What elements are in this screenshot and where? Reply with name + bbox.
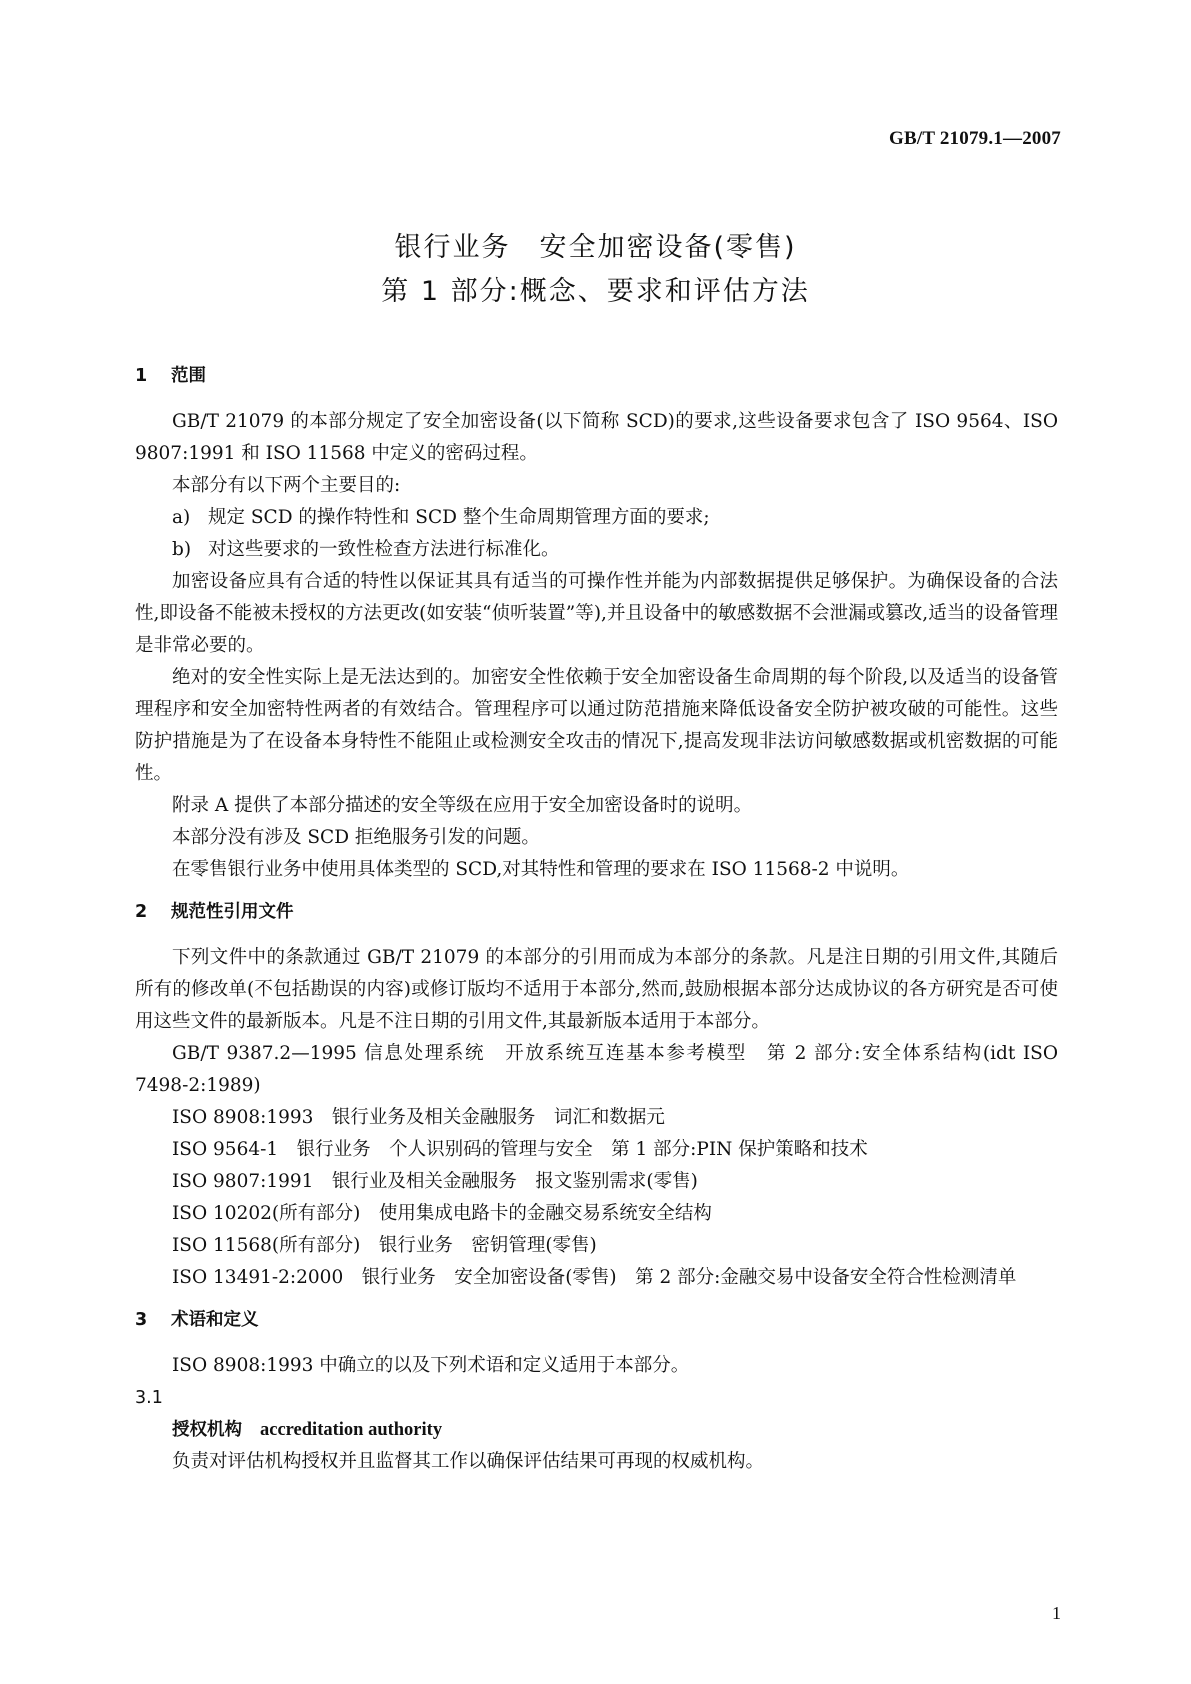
paragraph: ISO 8908:1993 中确立的以及下列术语和定义适用于本部分。: [172, 1355, 690, 1376]
paragraph: 本部分有以下两个主要目的:: [172, 475, 401, 496]
paragraph: 在零售银行业务中使用具体类型的 SCD,对其特性和管理的要求在 ISO 11568-2 中说明。: [172, 859, 910, 880]
term-chinese: 授权机构: [172, 1420, 242, 1440]
page-number: 1: [1052, 1603, 1061, 1623]
section-title: 范围: [171, 366, 206, 386]
term-number: 3.1: [135, 1388, 163, 1408]
term-entry: [135, 1414, 1058, 1446]
reference-item: ISO 13491-2:2000 银行业务 安全加密设备(零售) 第 2 部分:金融交易中设备安全符合性检测清单: [172, 1267, 1017, 1288]
reference-item: ISO 10202(所有部分) 使用集成电路卡的金融交易系统安全结构: [172, 1203, 712, 1224]
section-2-heading: [135, 896, 1058, 928]
section-title: 术语和定义: [171, 1310, 259, 1330]
section-number: 3: [135, 1310, 148, 1330]
normative-references-list: [135, 1038, 1058, 1294]
section-number: 2: [135, 902, 148, 922]
paragraph: GB/T 21079 的本部分规定了安全加密设备(以下简称 SCD)的要求,这些设备要求包含了 ISO 9564、ISO 9807:1991 和 ISO 11568 中定义的密码过程。: [135, 411, 1058, 464]
list-marker: a): [172, 507, 191, 528]
section-3-heading: [135, 1304, 1058, 1336]
paragraph: 下列文件中的条款通过 GB/T 21079 的本部分的引用而成为本部分的条款。凡是注日期的引用文件,其随后所有的修改单(不包括勘误的内容)或修订版均不适用于本部分,然而,鼓励根据本部分达成协议的各方研究是否可使用这些文件的最新版本。凡是不注日期的引用文件,其最新版本适用于本部分。: [135, 947, 1058, 1032]
list-item-text: 对这些要求的一致性检查方法进行标准化。: [208, 539, 560, 560]
list-marker: b): [172, 539, 192, 560]
document-title: [0, 226, 1191, 314]
list-item-text: 规定 SCD 的操作特性和 SCD 整个生命周期管理方面的要求;: [208, 507, 710, 528]
reference-item: ISO 11568(所有部分) 银行业务 密钥管理(零售): [172, 1235, 597, 1256]
reference-item: ISO 9807:1991 银行业及相关金融服务 报文鉴别需求(零售): [172, 1171, 698, 1192]
list-item: [135, 534, 1058, 566]
paragraph: 加密设备应具有合适的特性以保证其具有适当的可操作性并能为内部数据提供足够保护。为确保设备的合法性,即设备不能被未授权的方法更改(如安装“侦听装置”等),并且设备中的敏感数据不会泄漏或篡改,适当的设备管理是非常必要的。: [135, 571, 1058, 656]
term-definition: 负责对评估机构授权并且监督其工作以确保评估结果可再现的权威机构。: [172, 1451, 765, 1472]
reference-item: GB/T 9387.2—1995 信息处理系统 开放系统互连基本参考模型 第 2 部分:安全体系结构(idt ISO 7498-2:1989): [135, 1043, 1058, 1096]
paragraph: 本部分没有涉及 SCD 拒绝服务引发的问题。: [172, 827, 540, 848]
reference-item: ISO 8908:1993 银行业务及相关金融服务 词汇和数据元: [172, 1107, 665, 1128]
section-1-heading: [135, 360, 1058, 392]
term-english: accreditation authority: [260, 1420, 443, 1440]
reference-item: ISO 9564-1 银行业务 个人识别码的管理与安全 第 1 部分:PIN 保护策略和技术: [172, 1139, 868, 1160]
title-line-1: 银行业务 安全加密设备(零售): [394, 232, 797, 263]
document-body: [135, 360, 1058, 1478]
list-item: [135, 502, 1058, 534]
title-line-2: 第 1 部分:概念、要求和评估方法: [381, 276, 810, 307]
standard-code: GB/T 21079.1—2007: [889, 128, 1061, 149]
section-number: 1: [135, 366, 148, 386]
paragraph: 绝对的安全性实际上是无法达到的。加密安全性依赖于安全加密设备生命周期的每个阶段,以及适当的设备管理程序和安全加密特性两者的有效结合。管理程序可以通过防范措施来降低设备安全防护被攻破的可能性。这些防护措施是为了在设备本身特性不能阻止或检测安全攻击的情况下,提高发现非法访问敏感数据或机密数据的可能性。: [135, 667, 1058, 784]
paragraph: 附录 A 提供了本部分描述的安全等级在应用于安全加密设备时的说明。: [172, 795, 753, 816]
section-title: 规范性引用文件: [171, 902, 294, 922]
